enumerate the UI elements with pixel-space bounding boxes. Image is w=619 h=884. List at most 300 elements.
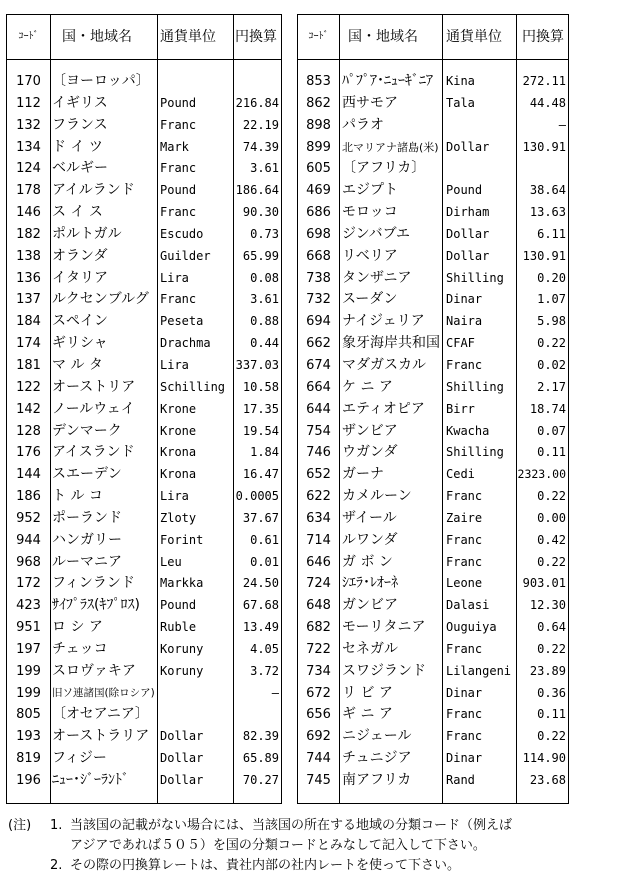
row-currency: Krona: [160, 445, 197, 460]
row-code: 178: [16, 183, 41, 199]
row-rate: 4.05: [250, 641, 279, 656]
row-currency: Franc: [446, 357, 483, 372]
row-name: パラオ: [342, 116, 384, 133]
table-row: [7, 246, 281, 268]
row-name: リ ビ ア: [342, 684, 393, 701]
row-code: 182: [16, 226, 41, 242]
row-currency: [160, 71, 232, 93]
table-row: [7, 289, 281, 311]
note-number: 1.: [50, 818, 63, 833]
row-code: 181: [16, 357, 41, 373]
row-name: マダガスカル: [342, 356, 426, 373]
row-code: 968: [16, 554, 41, 570]
table-row: [298, 552, 568, 574]
row-rate: 0.11: [537, 707, 566, 722]
row-rate: 0.42: [537, 532, 566, 547]
row-currency: [160, 704, 232, 726]
row-currency: Ruble: [160, 620, 197, 635]
row-currency: Pound: [160, 183, 197, 198]
row-name: スペイン: [52, 313, 108, 330]
row-code: 132: [16, 117, 41, 133]
row-code: 644: [306, 401, 331, 417]
row-currency: Shilling: [446, 445, 504, 460]
row-rate: 19.54: [242, 423, 279, 438]
table-row: [298, 93, 568, 115]
row-currency: Dollar: [160, 729, 204, 744]
row-name: ド イ ツ: [52, 138, 103, 155]
row-code: 112: [16, 95, 41, 111]
row-name: アイルランド: [52, 182, 135, 199]
row-code: 137: [16, 292, 41, 308]
row-currency: Dinar: [446, 292, 483, 307]
table-row: [7, 377, 281, 399]
row-rate: 0.22: [537, 554, 566, 569]
row-rate: 38.64: [529, 183, 566, 198]
row-code: 197: [16, 641, 41, 657]
row-currency: Dollar: [160, 773, 204, 787]
row-rate: 0.00: [537, 510, 566, 525]
row-name: イギリス: [52, 94, 108, 111]
row-name: 〔アフリカ〕: [342, 160, 426, 177]
row-code: 176: [16, 445, 41, 461]
row-rate: 0.22: [537, 489, 566, 504]
row-currency: Dollar: [446, 226, 490, 241]
row-rate: 0.64: [537, 620, 566, 635]
row-rate: 0.73: [250, 226, 279, 241]
table-row: [7, 202, 281, 224]
table-row: [7, 639, 281, 661]
header-code: ｺｰﾄﾞ: [18, 31, 39, 42]
row-rate: 90.30: [242, 205, 279, 220]
row-rate: [233, 704, 279, 726]
table-row: [298, 71, 568, 93]
row-name: ケ ニ ア: [342, 378, 393, 395]
header-rate: 円換算: [522, 29, 564, 45]
row-name: 南アフリカ: [342, 772, 412, 788]
row-rate: 13.49: [242, 620, 279, 635]
row-currency: Zaire: [446, 510, 483, 525]
row-name: セネガル: [342, 640, 398, 657]
row-code: 199: [16, 663, 41, 679]
table-row: [298, 595, 568, 617]
row-rate: 23.89: [529, 663, 566, 678]
row-name: ギ ニ ア: [342, 706, 393, 723]
table-row: [298, 748, 568, 770]
row-rate: 272.11: [522, 74, 566, 88]
row-currency: Pound: [160, 598, 197, 613]
row-currency: Schilling: [160, 379, 226, 394]
table-row: [298, 442, 568, 464]
row-rate: —: [271, 685, 279, 700]
row-name: ガーナ: [342, 466, 384, 483]
row-name: スーダン: [342, 291, 398, 308]
row-currency: Kwacha: [446, 423, 490, 438]
row-name: フィジー: [52, 750, 107, 767]
row-rate: 37.67: [242, 510, 279, 525]
table-row: [7, 355, 281, 377]
table-row: [298, 158, 568, 180]
table-row: [298, 399, 568, 421]
row-rate: 44.48: [529, 95, 566, 110]
row-rate: 0.61: [250, 532, 279, 547]
row-name: 旧ソ連諸国(除ロシア): [52, 686, 155, 699]
row-rate: 130.91: [522, 248, 566, 263]
row-currency: Tala: [446, 95, 475, 110]
table-row: [298, 289, 568, 311]
table-row: [298, 377, 568, 399]
row-code: 952: [16, 510, 41, 526]
row-code: 951: [16, 620, 41, 636]
row-code: 136: [16, 270, 41, 286]
row-code: 745: [306, 773, 331, 788]
table-row: [298, 508, 568, 530]
table-row: [298, 617, 568, 639]
table-row: [7, 93, 281, 115]
row-currency: Krona: [160, 467, 197, 482]
row-code: 124: [16, 161, 41, 177]
row-code: 605: [306, 161, 331, 177]
row-name: ギリシャ: [52, 335, 108, 352]
row-currency: Franc: [160, 117, 197, 132]
row-rate: 0.0005: [235, 489, 279, 504]
row-name: ﾆｭｰ･ｼﾞｰﾗﾝﾄﾞ: [52, 772, 129, 788]
row-code: 819: [16, 751, 41, 767]
row-code: 134: [16, 139, 41, 155]
row-rate: 67.68: [242, 598, 279, 613]
row-code: 686: [306, 205, 331, 221]
row-name: オーストラリア: [52, 728, 150, 745]
note-text: 当該国の記載がない場合には、当該国の所在する地域の分類コード（例えば: [70, 818, 513, 833]
table-row: [7, 486, 281, 508]
row-currency: Mark: [160, 139, 189, 154]
row-code: 746: [306, 445, 331, 461]
row-rate: 2.17: [537, 379, 566, 394]
row-rate: 337.03: [235, 357, 279, 372]
row-currency: [446, 115, 516, 137]
row-code: 656: [306, 707, 331, 723]
row-currency: Koruny: [160, 663, 204, 678]
row-currency: Dinar: [446, 751, 483, 766]
row-rate: 0.22: [537, 729, 566, 744]
row-rate: 0.20: [537, 270, 566, 285]
table-row: [7, 268, 281, 290]
row-rate: 0.11: [537, 445, 566, 460]
row-code: 754: [306, 423, 331, 439]
row-currency: Birr: [446, 401, 475, 416]
table-row: [7, 617, 281, 639]
table-row: [7, 311, 281, 333]
table-row: [298, 246, 568, 268]
table-row: [298, 704, 568, 726]
header-currency: 通貨単位: [160, 29, 216, 45]
table-row: [7, 224, 281, 246]
row-name: スワジランド: [342, 662, 426, 679]
row-name: ス イ ス: [52, 204, 103, 221]
table-row: [298, 639, 568, 661]
row-currency: Lira: [160, 270, 189, 285]
row-rate: 16.47: [242, 467, 279, 482]
row-name: リベリア: [342, 247, 398, 264]
table-row: [298, 573, 568, 595]
row-code: 724: [306, 576, 331, 592]
row-code: 138: [16, 248, 41, 264]
row-rate: —: [558, 117, 566, 132]
row-rate: 0.22: [537, 336, 566, 351]
row-currency: Ouguiya: [446, 620, 497, 635]
row-code: 648: [306, 598, 331, 614]
row-code: 174: [16, 336, 41, 352]
row-code: 170: [16, 74, 41, 89]
header-divider: [7, 59, 281, 60]
row-code: 682: [306, 620, 331, 636]
row-code: 634: [306, 510, 331, 526]
row-code: 144: [16, 467, 41, 483]
row-currency: Pound: [446, 183, 483, 198]
row-name: ｼｴﾗ･ﾚｵｰﾈ: [342, 575, 398, 592]
table-row: [7, 399, 281, 421]
row-name: ガ ボ ン: [342, 553, 393, 570]
row-rate: 186.64: [235, 183, 279, 198]
table-row: [7, 573, 281, 595]
row-name: スエーデン: [52, 466, 122, 483]
row-name: エジプト: [342, 182, 398, 199]
table-row: [7, 748, 281, 770]
row-code: 128: [16, 423, 41, 439]
row-currency: Dinar: [446, 685, 483, 700]
row-rate: 0.08: [250, 270, 279, 285]
row-code: 469: [306, 183, 331, 199]
row-code: 732: [306, 292, 331, 308]
row-currency: Forint: [160, 532, 204, 547]
row-code: 199: [16, 685, 41, 701]
row-currency: Pound: [160, 95, 197, 110]
row-rate: 130.91: [522, 139, 566, 154]
row-name: 〔オセアニア〕: [52, 706, 149, 723]
note-line: [8, 856, 613, 876]
row-currency: Naira: [446, 314, 483, 329]
table-row: [298, 311, 568, 333]
row-name: ザンビア: [342, 422, 398, 439]
row-code: 652: [306, 467, 331, 483]
row-rate: 0.01: [250, 554, 279, 569]
row-code: 672: [306, 685, 331, 701]
table-row: [7, 508, 281, 530]
row-name: ガンビア: [342, 597, 398, 614]
header-rate: 円換算: [235, 29, 277, 45]
row-name: タンザニア: [342, 269, 412, 286]
table-row: [7, 661, 281, 683]
row-code: 122: [16, 379, 41, 395]
row-currency: Dirham: [446, 205, 490, 220]
row-code: 944: [16, 532, 41, 548]
row-currency: Leu: [160, 554, 182, 569]
row-code: 898: [306, 117, 331, 133]
table-row: [298, 115, 568, 137]
table-row: [298, 202, 568, 224]
row-name: モーリタニア: [342, 619, 426, 636]
row-name: デンマーク: [52, 422, 122, 439]
table-row: [7, 464, 281, 486]
table-row: [7, 704, 281, 726]
row-code: 899: [306, 139, 331, 155]
row-currency: CFAF: [446, 336, 475, 351]
header-divider: [298, 59, 568, 60]
row-code: 668: [306, 248, 331, 264]
row-rate: 6.11: [537, 226, 566, 241]
row-name: ロ シ ア: [52, 619, 103, 636]
header-name: 国・地域名: [62, 29, 132, 45]
row-rate: 3.61: [250, 161, 279, 176]
row-currency: Franc: [160, 161, 197, 176]
row-rate: 12.30: [529, 598, 566, 613]
row-code: 146: [16, 205, 41, 221]
row-currency: Dalasi: [446, 598, 490, 613]
row-currency: [446, 158, 516, 180]
table-row: [298, 683, 568, 705]
table-row: [7, 595, 281, 617]
row-code: 622: [306, 489, 331, 505]
table-row: [298, 661, 568, 683]
row-name: オランダ: [52, 247, 108, 264]
row-code: 734: [306, 663, 331, 679]
notes-label: (注): [8, 818, 32, 833]
row-name: イタリア: [52, 269, 108, 286]
row-code: 853: [306, 74, 331, 89]
row-name: ポルトガル: [52, 225, 122, 242]
row-currency: Dollar: [446, 139, 490, 154]
row-currency: Leone: [446, 576, 483, 591]
row-currency: Krone: [160, 401, 197, 416]
row-rate: [233, 71, 279, 93]
row-currency: Lira: [160, 357, 189, 372]
row-currency: Franc: [446, 489, 483, 504]
row-code: 662: [306, 336, 331, 352]
row-currency: Drachma: [160, 336, 211, 351]
row-currency: Koruny: [160, 641, 204, 656]
row-rate: 74.39: [242, 139, 279, 154]
row-rate: 0.22: [537, 641, 566, 656]
rows-right: [298, 71, 568, 792]
row-rate: 18.74: [529, 401, 566, 416]
row-currency: Franc: [160, 292, 197, 307]
row-currency: Lilangeni: [446, 663, 512, 678]
table-row: [7, 333, 281, 355]
row-name: ト ル コ: [52, 488, 103, 505]
row-name: フランス: [52, 116, 108, 133]
row-rate: 10.58: [242, 379, 279, 394]
row-name: 西サモア: [342, 94, 398, 111]
note-number: 2.: [50, 858, 63, 873]
table-row: [7, 442, 281, 464]
row-rate: 82.39: [242, 729, 279, 744]
row-code: 722: [306, 641, 331, 657]
row-currency: Franc: [446, 729, 483, 744]
row-rate: 65.99: [242, 248, 279, 263]
note-text: アジアであれば５０５）を国の分類コードとみなして記入して下さい。: [70, 838, 486, 853]
header-code: ｺｰﾄﾞ: [308, 31, 329, 42]
table-row: [7, 137, 281, 159]
row-name: アイスランド: [52, 444, 135, 461]
row-currency: [160, 683, 232, 705]
row-name: ノールウェイ: [52, 400, 135, 417]
table-row: [7, 158, 281, 180]
row-rate: 24.50: [242, 576, 279, 591]
row-currency: Lira: [160, 489, 189, 504]
row-rate: 0.44: [250, 336, 279, 351]
row-code: 738: [306, 270, 331, 286]
row-currency: Cedi: [446, 467, 475, 482]
row-rate: 2323.00: [517, 467, 566, 482]
row-code: 193: [16, 729, 41, 745]
row-currency: Peseta: [160, 314, 204, 329]
row-name: 象牙海岸共和国: [342, 335, 440, 352]
row-name: ルクセンブルグ: [52, 291, 149, 308]
row-rate: 216.84: [235, 95, 279, 110]
row-currency: Rand: [446, 773, 475, 787]
row-rate: 0.88: [250, 314, 279, 329]
row-name: ハンガリー: [52, 531, 122, 548]
row-rate: 3.72: [250, 663, 279, 678]
row-rate: 0.36: [537, 685, 566, 700]
row-rate: 17.35: [242, 401, 279, 416]
row-currency: Dollar: [446, 248, 490, 263]
table-row: [298, 137, 568, 159]
row-currency: Franc: [446, 641, 483, 656]
note-line: [8, 816, 613, 836]
row-code: 674: [306, 357, 331, 373]
row-rate: 5.98: [537, 314, 566, 329]
row-code: 186: [16, 489, 41, 505]
row-rate: 0.02: [537, 357, 566, 372]
row-code: 805: [16, 707, 41, 723]
row-code: 172: [16, 576, 41, 592]
row-code: 698: [306, 226, 331, 242]
row-name: カメルーン: [342, 488, 412, 505]
table-row: [298, 224, 568, 246]
row-code: 744: [306, 751, 331, 767]
row-rate: 65.89: [242, 751, 279, 766]
row-currency: Guilder: [160, 248, 211, 263]
table-row: [298, 333, 568, 355]
row-name: チェッコ: [52, 640, 108, 657]
header-name: 国・地域名: [348, 29, 418, 45]
table-row: [298, 180, 568, 202]
row-name: 北マリアナ諸島(米): [342, 140, 439, 154]
row-code: 862: [306, 95, 331, 111]
table-row: [298, 464, 568, 486]
row-name: マ ル タ: [52, 356, 103, 373]
row-rate: 13.63: [529, 205, 566, 220]
row-name: ﾊﾟﾌﾟｱ･ﾆｭｰｷﾞﾆｱ: [342, 73, 433, 89]
row-name: チュニジア: [342, 750, 412, 767]
table-row: [7, 71, 281, 93]
header-currency: 通貨単位: [446, 29, 502, 45]
rates-table-left: [6, 14, 282, 804]
row-name: ニジェール: [342, 728, 412, 745]
table-row: [298, 486, 568, 508]
row-code: 142: [16, 401, 41, 417]
table-row: [298, 530, 568, 552]
table-row: [7, 115, 281, 137]
row-name: ポーランド: [52, 509, 122, 526]
row-code: 196: [16, 773, 41, 788]
row-name: ｻｲﾌﾟﾗｽ(ｷﾌﾟﾛｽ): [52, 597, 140, 614]
row-currency: Franc: [446, 707, 483, 722]
row-name: オーストリア: [52, 378, 136, 395]
row-code: 692: [306, 729, 331, 745]
row-name: ナイジェリア: [342, 313, 425, 330]
row-currency: Franc: [446, 554, 483, 569]
